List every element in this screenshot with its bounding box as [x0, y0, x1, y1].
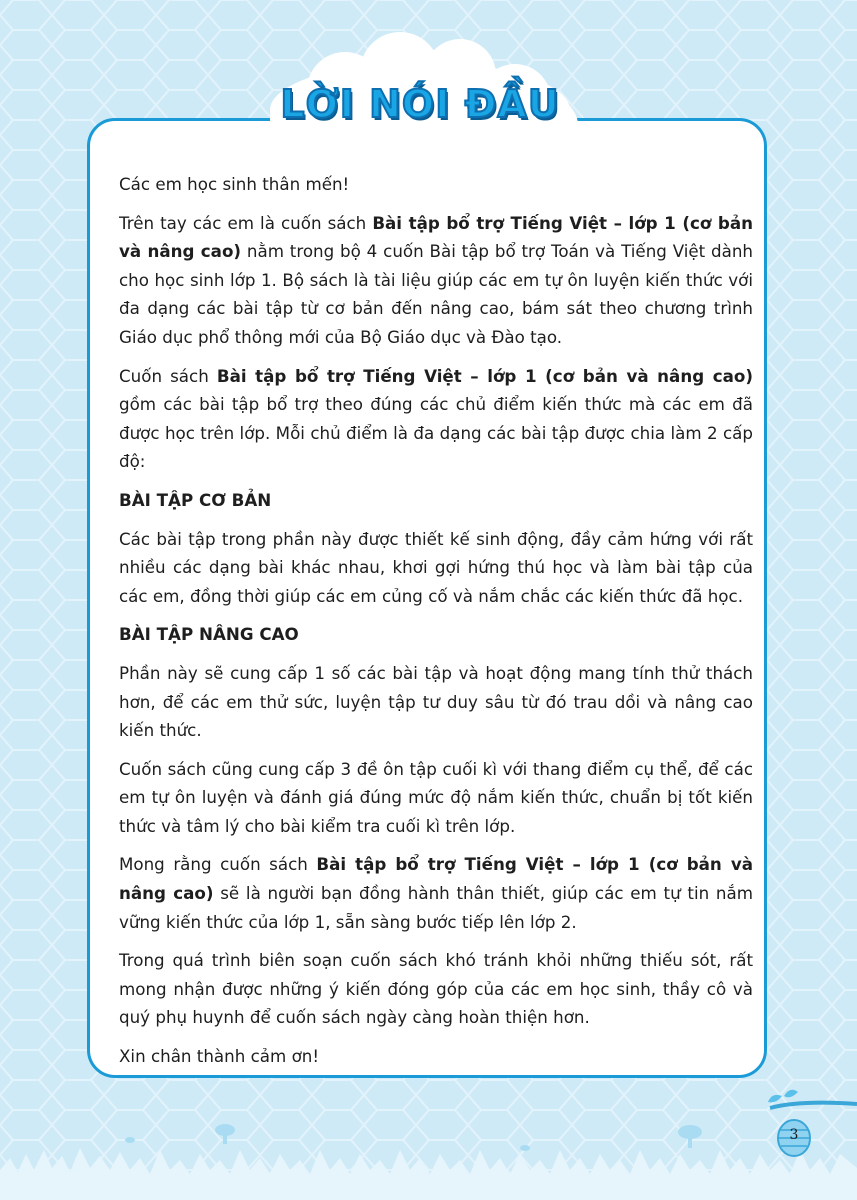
book-title: Bài tập bổ trợ Tiếng Việt – lớp 1 (cơ bản và nâng cao): [119, 854, 753, 904]
closing: Xin chân thành cảm ơn!: [119, 1046, 320, 1067]
paragraph-basic: Các bài tập trong phần này được thiết kế sinh động, đầy cảm hứng với rất nhiều các dạng bài khác nhau, khơi gợi hứng thú học và làm bài tập của các em, đồng thời giúp các em củng cố và nắm chắc các kiến thức đã học.: [119, 528, 753, 606]
greeting: Các em học sinh thân mến!: [119, 174, 350, 194]
paragraph-feedback: Trong quá trình biên soạn cuốn sách khó tránh khỏi những thiếu sót, rất mong nhận được những ý kiến đóng góp của các em học sinh, thầy cô và quý phụ huynh để cuốn sách ngày càng hoàn thiện hơn.: [119, 950, 753, 1028]
paragraph-structure: Cuốn sách Bài tập bổ trợ Tiếng Việt – lớp 1 (cơ bản và nâng cao) gồm các bài tập bổ trợ theo đúng các chủ điểm kiến thức mà các em đã được học trên lớp. Mỗi chủ điểm là đa dạng các bài tập được chia làm 2 cấp độ:: [119, 365, 753, 472]
paragraph-intro: Trên tay các em là cuốn sách Bài tập bổ trợ Tiếng Việt – lớp 1 (cơ bản và nâng cao) nằm trong bộ 4 cuốn Bài tập bổ trợ Toán và Tiếng Việt dành cho học sinh lớp 1. Bộ sách là tài liệu giúp các em tự ôn luyện kiến thức với đa dạng các bài tập từ cơ bản đến nâng cao, bám sát theo chương trình Giáo dục phổ thông mới của Bộ Giáo dục và Đào tạo.: [119, 212, 754, 347]
book-title: Bài tập bổ trợ Tiếng Việt – lớp 1 (cơ bản và nâng cao): [216, 365, 753, 386]
preface-body: [119, 170, 753, 1081]
heading-basic: BÀI TẬP CƠ BẢN: [119, 489, 272, 510]
grass-decoration: [0, 1120, 857, 1200]
page-title: LỜI NÓI ĐẦU: [280, 82, 560, 126]
paragraph-hope: Mong rằng cuốn sách Bài tập bổ trợ Tiếng Việt – lớp 1 (cơ bản và nâng cao) sẽ là người bạn đồng hành thân thiết, giúp các em tự tin nắm vững kiến thức của lớp 1, sẵn sàng bước tiếp lên lớp 2.: [119, 854, 753, 932]
heading-advanced: BÀI TẬP NÂNG CAO: [119, 624, 299, 645]
book-title: Bài tập bổ trợ Tiếng Việt – lớp 1 (cơ bản và nâng cao): [119, 212, 753, 262]
paragraph-advanced: Phần này sẽ cung cấp 1 số các bài tập và hoạt động mang tính thử thách hơn, để các em thử sức, luyện tập tư duy sâu từ đó trau dồi và nâng cao kiến thức.: [119, 662, 753, 741]
page-number: 3: [789, 1127, 799, 1143]
paragraph-tests: Cuốn sách cũng cung cấp 3 đề ôn tập cuối kì với thang điểm cụ thể, để các em tự ôn luyện và đánh giá đúng mức độ nắm kiến thức, chuẩn bị tốt kiến thức và tâm lý cho bài kiểm tra cuối kì trên lớp.: [119, 758, 753, 836]
